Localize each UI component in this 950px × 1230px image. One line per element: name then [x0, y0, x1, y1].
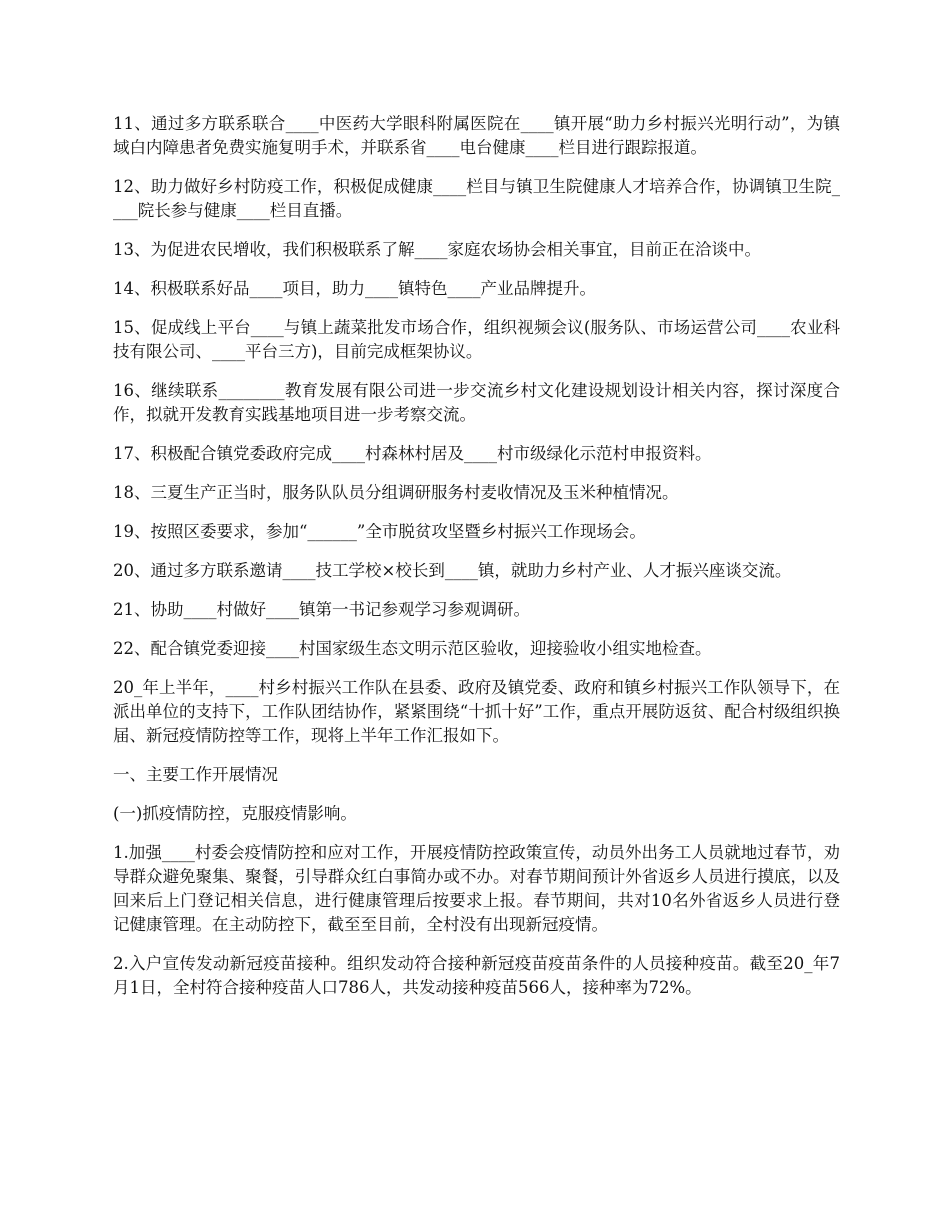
paragraph-18: 18、三夏生产正当时，服务队队员分组调研服务村麦收情况及玉米种植情况。: [113, 483, 679, 502]
paragraph-13: 13、为促进农民增收，我们积极联系了解____家庭农场协会相关事宜，目前正在洽谈中。: [113, 240, 761, 259]
paragraph-19: 19、按照区委要求，参加“______”全市脱贫攻坚暨乡村振兴工作现场会。: [113, 522, 646, 541]
summary-intro-paragraph: 20_年上半年，____村乡村振兴工作队在县委、政府及镇党委、政府和镇乡村振兴工作队领导下，在派出单位的支持下，工作队团结协作，紧紧围绕“十抓十好”工作，重点开展防返贫、配合村级组织换届、新冠疫情防控等工作，现将上半年工作汇报如下。: [113, 678, 840, 745]
paragraph-22: 22、配合镇党委迎接____村国家级生态文明示范区验收，迎接验收小组实地检查。: [113, 639, 712, 658]
subsection-heading: (一)抓疫情防控，克服疫情影响。: [113, 804, 357, 823]
paragraph-14: 14、积极联系好品____项目，助力____镇特色____产业品牌提升。: [113, 279, 596, 298]
paragraph-20: 20、通过多方联系邀请____技工学校×校长到____镇，就助力乡村产业、人才振兴座谈交流。: [113, 561, 792, 580]
item-2-paragraph: 2.入户宣传发动新冠疫苗接种。组织发动符合接种新冠疫苗疫苗条件的人员接种疫苗。截至20_年7月1日，全村符合接种疫苗人口786人，共发动接种疫苗566人，接种率为72%。: [113, 954, 840, 997]
paragraph-16: 16、继续联系________教育发展有限公司进一步交流乡村文化建设规划设计相关内容，探讨深度合作，拟就开发教育实践基地项目进一步考察交流。: [113, 381, 840, 424]
paragraph-11: 11、通过多方联系联合____中医药大学眼科附属医院在____镇开展“助力乡村振兴光明行动”，为镇域白内障患者免费实施复明手术，并联系省____电台健康____栏目进行跟踪报道。: [113, 114, 840, 157]
document-page: [113, 112, 840, 1015]
paragraph-12: 12、助力做好乡村防疫工作，积极促成健康____栏目与镇卫生院健康人才培养合作，协调镇卫生院____院长参与健康____栏目直播。: [113, 177, 840, 220]
section-heading: 一、主要工作开展情况: [113, 765, 278, 784]
paragraph-15: 15、促成线上平台____与镇上蔬菜批发市场合作，组织视频会议(服务队、市场运营公司____农业科技有限公司、____平台三方)，目前完成框架协议。: [113, 318, 840, 361]
paragraph-17: 17、积极配合镇党委政府完成____村森林村居及____村市级绿化示范村申报资料。: [113, 444, 712, 463]
item-1-paragraph: 1.加强____村委会疫情防控和应对工作，开展疫情防控政策宣传，动员外出务工人员就地过春节，劝导群众避免聚集、聚餐，引导群众红白事简办或不办。对春节期间预计外省返乡人员进行摸底，以及回来后上门登记相关信息，进行健康管理后按要求上报。春节期间，共对10名外省返乡人员进行登记健康管理。在主动防控下，截至至目前，全村没有出现新冠疫情。: [113, 843, 840, 934]
paragraph-21: 21、协助____村做好____镇第一书记参观学习参观调研。: [113, 600, 530, 619]
